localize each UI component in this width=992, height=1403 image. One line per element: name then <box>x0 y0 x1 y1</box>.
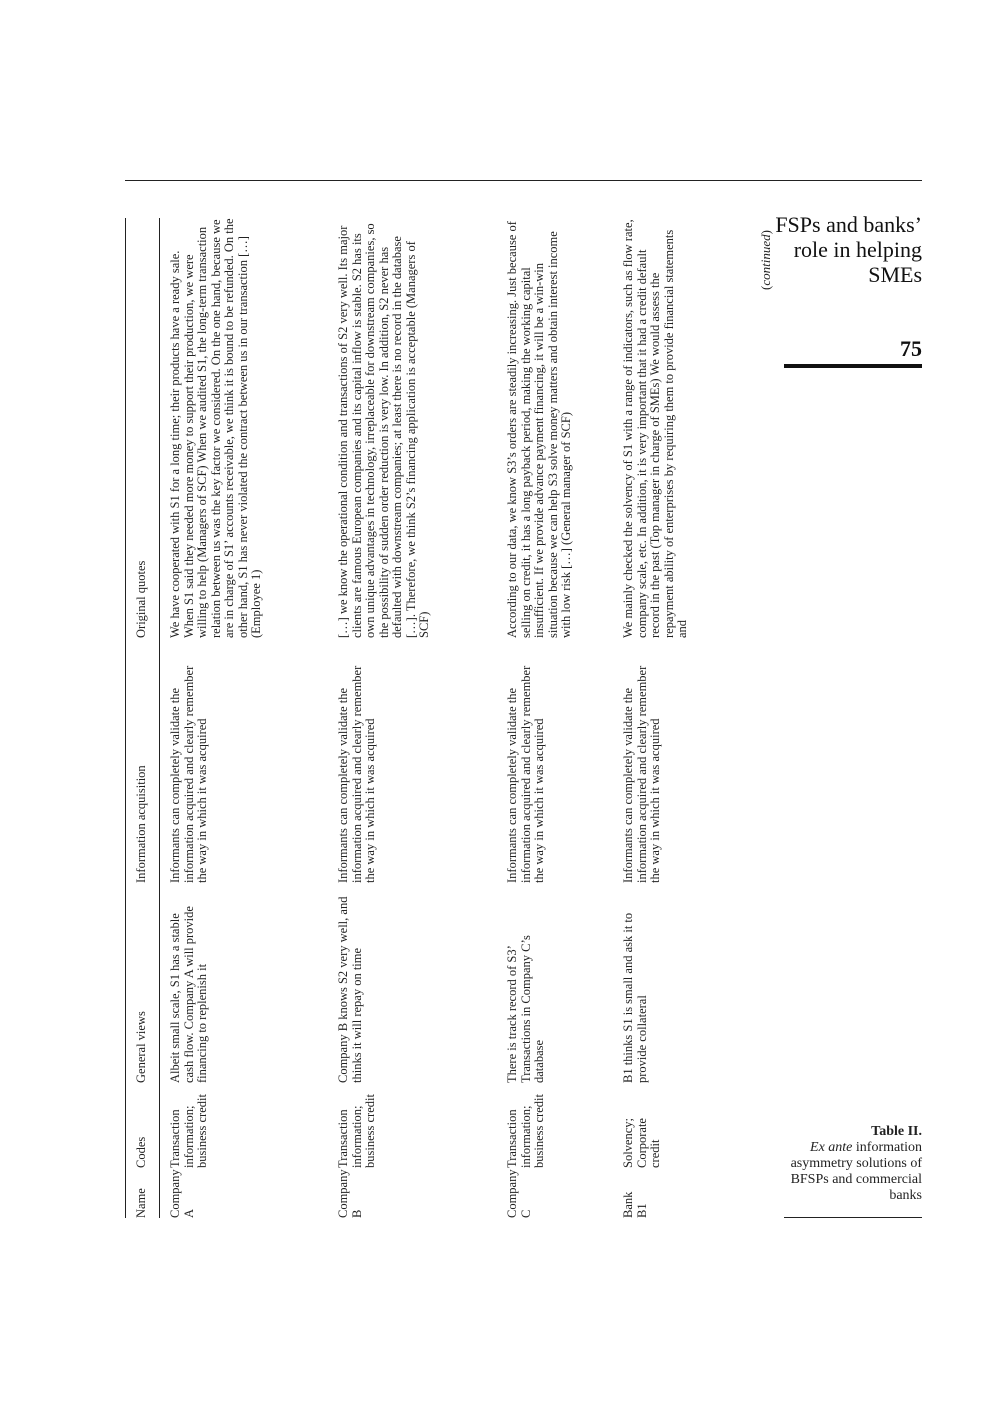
row-general-views: Company B knows S2 very well, and thinks it will repay on time <box>336 896 364 1083</box>
caption-title <box>762 1140 922 1204</box>
row-general-views: Albeit small scale, S1 has a stable cash flow. Company A will provide financing to replenish it <box>168 906 209 1083</box>
row-original-quotes: […] we know the operational condition and transactions of S2 very well. Its major clients are famous European companies and its capital inflow is stable. S2 has its own unique advantages in technology, irreplaceable for downstream companies, so the possibility of sudden order reduction is very low. In addition, S2 never has defaulted with downstream companies; at least there is no record in the database […]. Therefore, we think S2’s financing application is acceptable (Managers of SCF) <box>336 223 431 638</box>
caption-label: Table II. <box>871 1124 922 1139</box>
table-header-row <box>135 218 155 1218</box>
row-codes: Solvency; Corporate credit <box>621 1118 662 1168</box>
row-name: Bank B1 <box>621 1191 649 1218</box>
top-rule <box>125 180 922 181</box>
header-information-acquisition: Information acquisition <box>134 765 148 883</box>
row-name: Company C <box>505 1169 533 1218</box>
caption-title-emphasis: Ex ante <box>810 1140 853 1155</box>
row-information-acquisition: Informants can completely validate the information acquired and clearly remember the way in which it was acquired <box>336 665 377 883</box>
running-head-title: FSPs and banks’ role in helping SMEs <box>775 212 922 287</box>
row-original-quotes: We have cooperated with S1 for a long time; their products have a ready sale. When S1 said they needed more money to support their production, we were willing to help (Managers of SCF) When we audited S1, the long-term transaction relation between us was the key factor we considered. On the one hand, because we are in charge of S1’ accounts receivable, we think it is bound to be refunded. On the other hand, S1 has never violated the contract between us in our transaction […] (Employee 1) <box>168 218 263 638</box>
row-name: Company A <box>168 1169 196 1218</box>
row-codes: Transaction information; business credit <box>505 1094 546 1168</box>
continued-note: ( continued ) <box>759 230 773 290</box>
row-general-views: B1 thinks S1 is small and ask it to provide collateral <box>621 912 649 1083</box>
page-number: 75 <box>900 336 922 361</box>
row-original-quotes: According to our data, we know S3’s orders are steadily increasing. Just because of selling on credit, it has a long payback period, making the working capital insufficient. If we provide advance payment financing, it will be a win-win situation because we can help S3 solve money matters and obtain interest income with low risk […] (General manager of SCF) <box>505 221 573 638</box>
row-codes: Transaction information; business credit <box>168 1094 209 1168</box>
row-name: Company B <box>336 1169 364 1218</box>
caption-rule <box>784 1217 922 1218</box>
row-codes: Transaction information; business credit <box>336 1094 377 1168</box>
table-caption <box>762 1124 922 1204</box>
caption-title-text: information asymmetry solutions of BFSPs and commercial banks <box>790 1140 922 1203</box>
header-general-views: General views <box>134 1011 148 1083</box>
table-top-rule <box>125 218 126 1218</box>
rotated-table <box>125 218 773 1218</box>
table-header-rule <box>159 218 160 1218</box>
row-information-acquisition: Informants can completely validate the information acquired and clearly remember the way in which it was acquired <box>505 665 546 883</box>
header-name: Name <box>134 1188 148 1218</box>
row-general-views: There is track record of S3’ Transactions in Company C’s database <box>505 935 546 1083</box>
header-codes: Codes <box>134 1136 148 1168</box>
row-original-quotes: We mainly checked the solvency of S1 with a range of indicators, such as flow rate, company scale, etc. In addition, it is very important that it had a credit default record in the past (Top manager in charge of SMEs) We would assess the repayment ability of enterprises by requiring them to provide financial statements and <box>621 219 689 638</box>
row-information-acquisition: Informants can completely validate the information acquired and clearly remember the way in which it was acquired <box>168 665 209 883</box>
page-number-rule <box>784 364 922 368</box>
header-original-quotes: Original quotes <box>134 560 148 638</box>
row-information-acquisition: Informants can completely validate the information acquired and clearly remember the way in which it was acquired <box>621 665 662 883</box>
